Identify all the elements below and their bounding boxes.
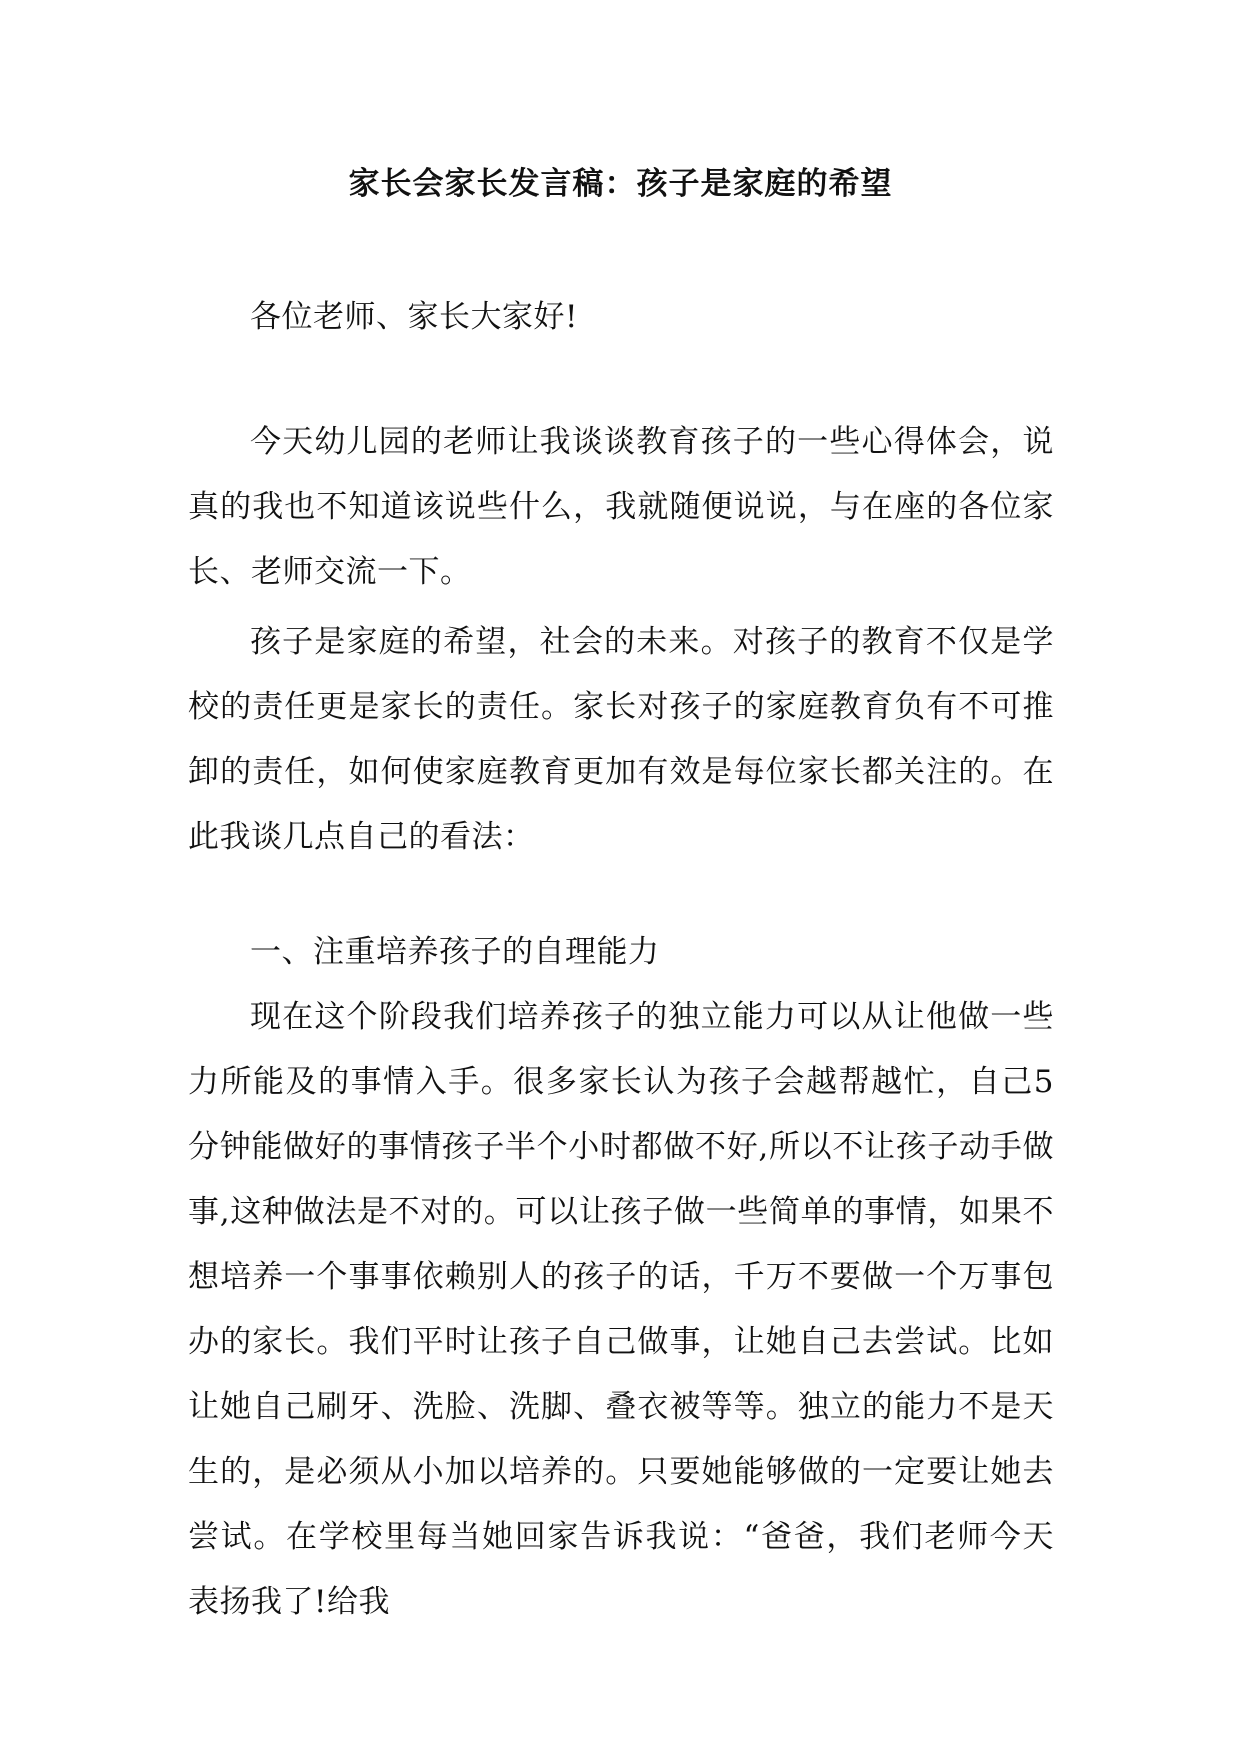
greeting-paragraph: 各位老师、家长大家好!: [250, 299, 578, 335]
section-one-body-paragraph: 现在这个阶段我们培养孩子的独立能力可以从让他做一些力所能及的事情入手。很多家长认为孩子会越帮越忙，自己5分钟能做好的事情孩子半个小时都做不好,所以不让孩子动手做事,这种做法是不对的。可以让孩子做一些简单的事情，如果不想培养一个事事依赖别人的孩子的话，千万不要做一个万事包办的家长。我们平时让孩子自己做事，让她自己去尝试。比如让她自己刷牙、洗脸、洗脚、叠衣被等等。独立的能力不是天生的，是必须从小加以培养的。只要她能够做的一定要让她去尝试。在学校里每当她回家告诉我说：“爸爸，我们老师今天表扬我了!给我: [188, 999, 1054, 1620]
intro-paragraph: 今天幼儿园的老师让我谈谈教育孩子的一些心得体会，说真的我也不知道该说些什么，我就随便说说，与在座的各位家长、老师交流一下。: [188, 424, 1054, 590]
document-title: 家长会家长发言稿：孩子是家庭的希望: [348, 166, 893, 202]
section-one-heading: 一、注重培养孩子的自理能力: [250, 934, 660, 970]
hope-paragraph: 孩子是家庭的希望，社会的未来。对孩子的教育不仅是学校的责任更是家长的责任。家长对孩子的家庭教育负有不可推卸的责任，如何使家庭教育更加有效是每位家长都关注的。在此我谈几点自己的看法：: [188, 624, 1054, 855]
